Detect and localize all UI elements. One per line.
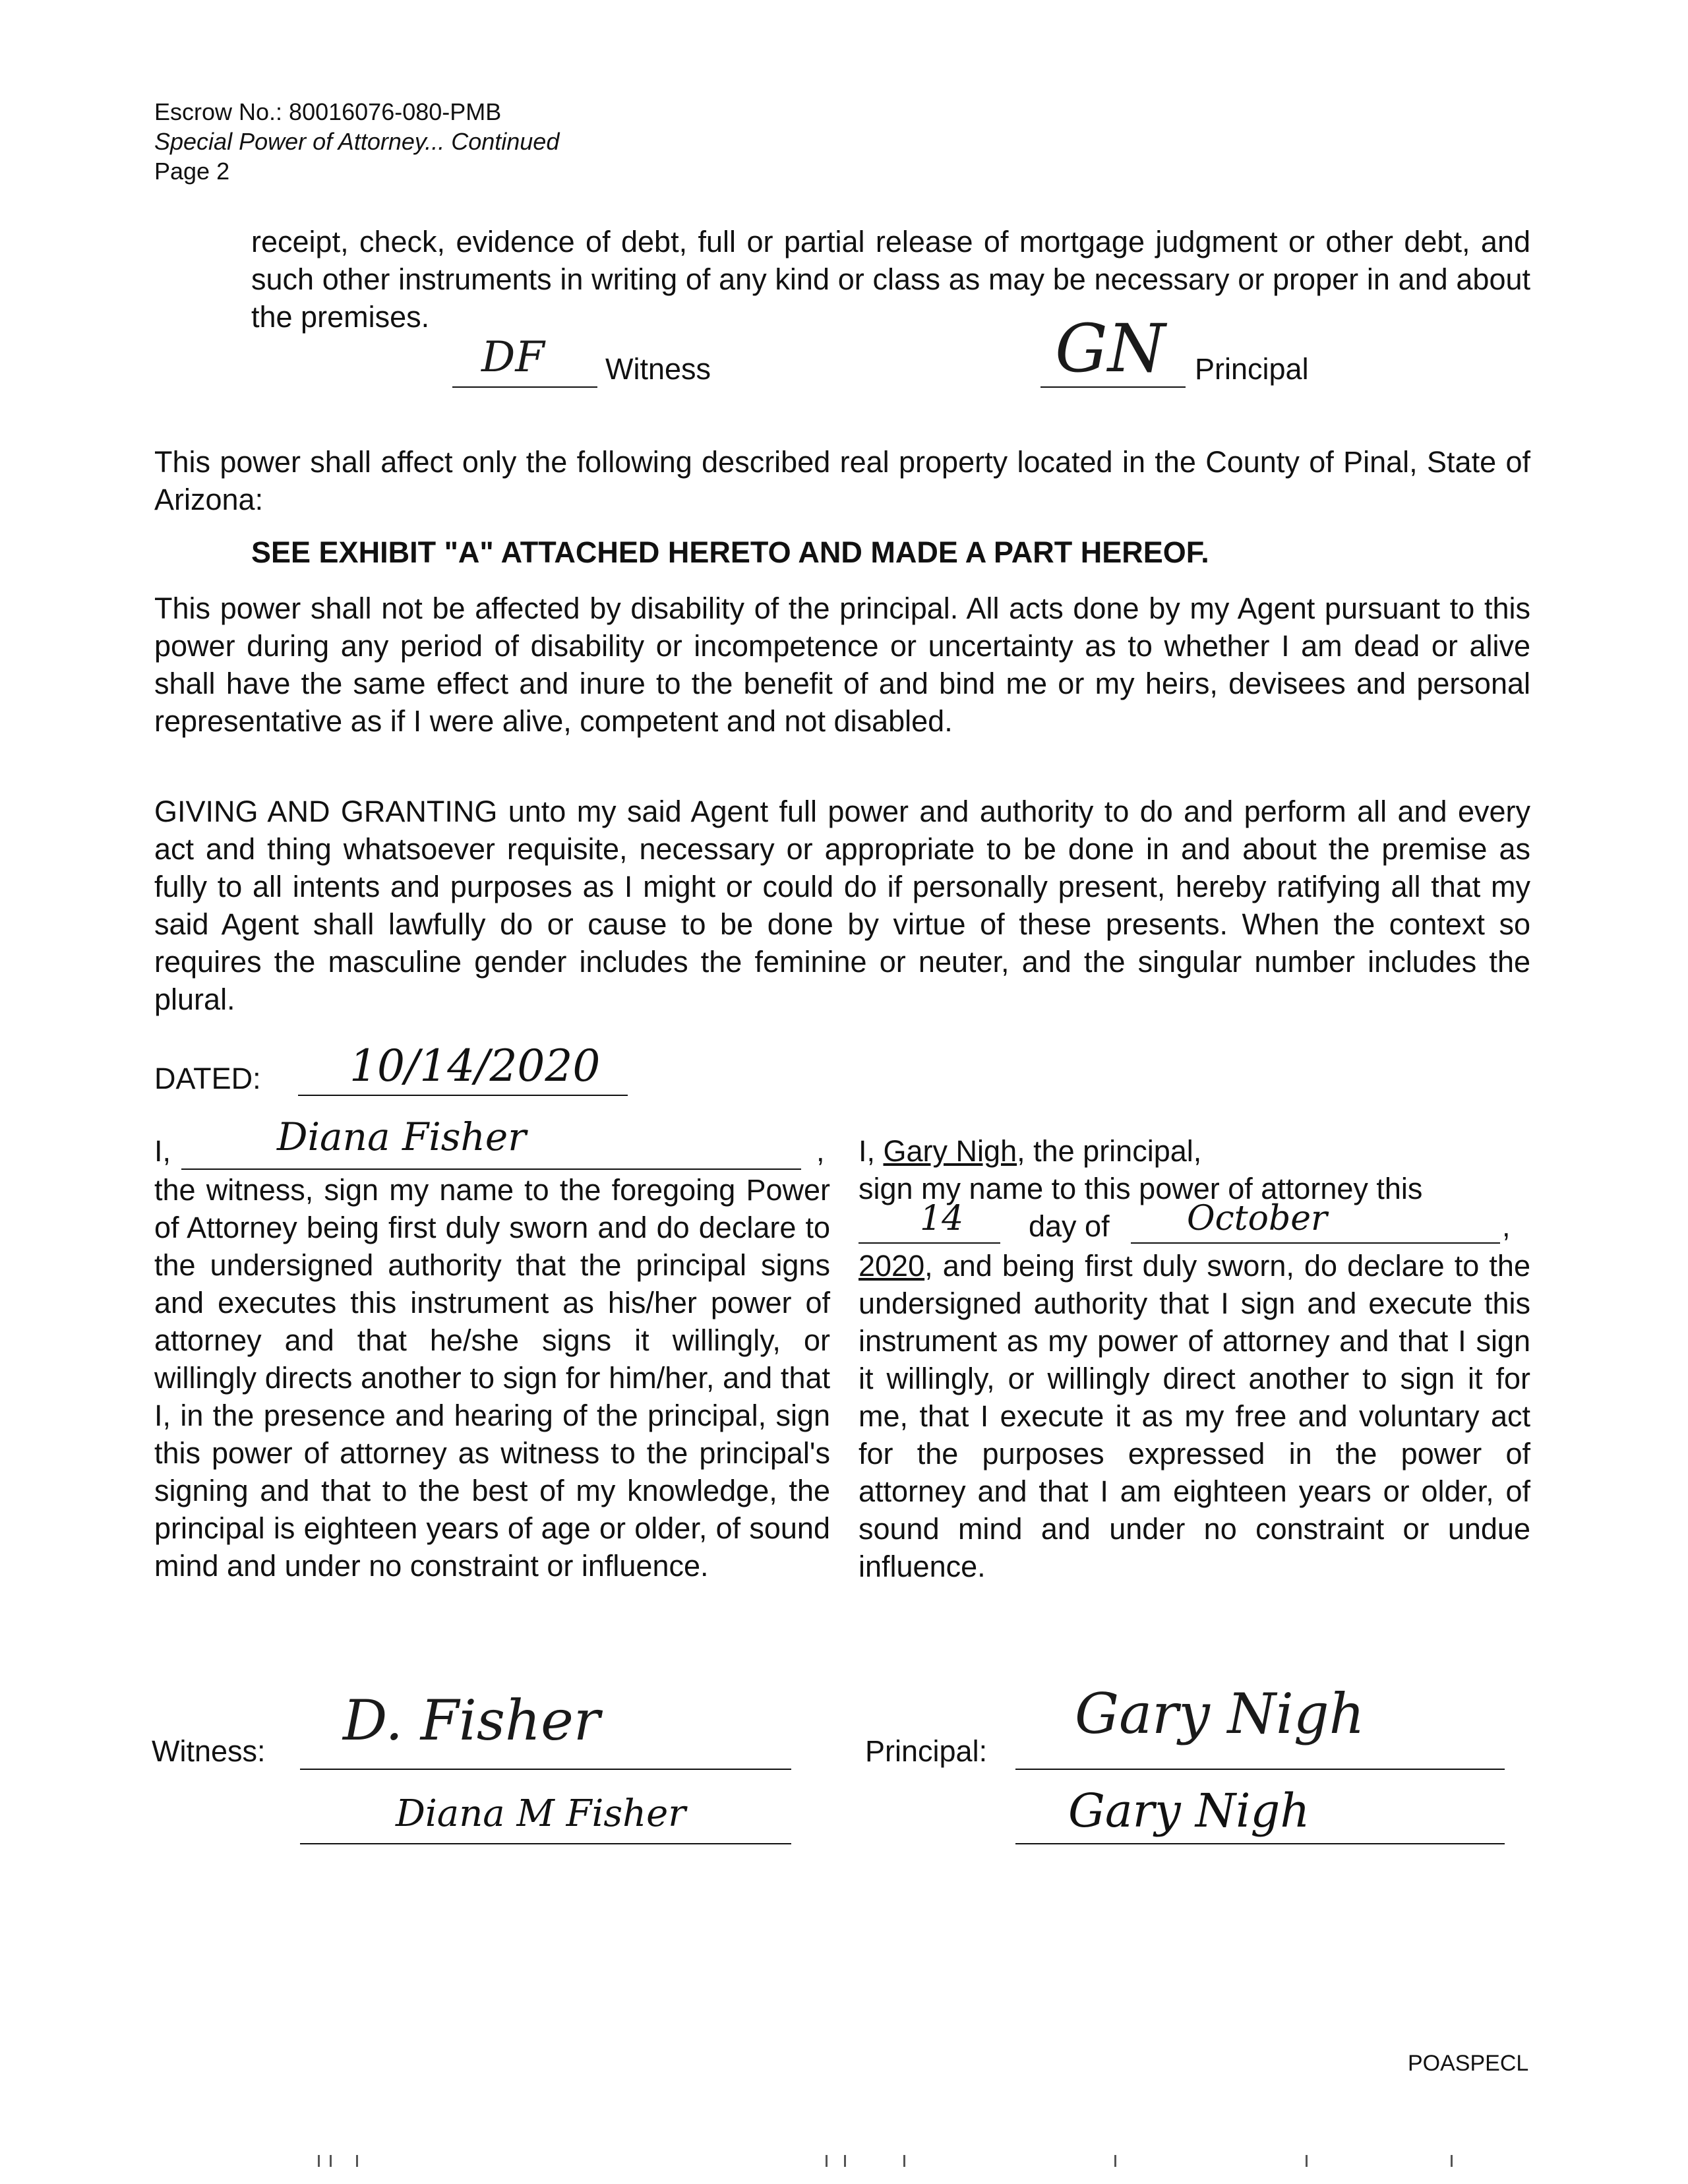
witness-signature: D. Fisher	[343, 1688, 600, 1753]
principal-initials-line	[1040, 386, 1186, 388]
month-value: October	[1187, 1199, 1327, 1238]
dated-value: 10/14/2020	[349, 1041, 601, 1091]
witness-signature-line	[300, 1769, 791, 1770]
scan-mark	[903, 2155, 905, 2167]
principal-signature-label: Principal:	[865, 1734, 988, 1768]
principal-printed-line	[1015, 1843, 1505, 1844]
witness-printed-name: Diana M Fisher	[396, 1792, 686, 1835]
scan-mark	[1451, 2155, 1453, 2167]
day-value: 14	[920, 1199, 964, 1238]
scan-mark	[356, 2155, 358, 2167]
escrow-number: Escrow No.: 80016076-080-PMB	[154, 98, 502, 125]
principal-initials-signature: GN	[1055, 310, 1166, 387]
month-line	[1131, 1242, 1500, 1244]
witness-initials-label: Witness	[605, 352, 711, 386]
scan-mark	[318, 2155, 320, 2167]
witness-printed-line	[300, 1843, 791, 1844]
paragraph-property: This power shall affect only the following described real property located in the County of Pinal, State of Arizona:	[154, 445, 1530, 516]
paragraph-receipt: receipt, check, evidence of debt, full or partial release of mortgage judgment or other debt, and such other instruments in writing of any kind or class as may be necessary or proper in and about the premises.	[251, 225, 1530, 334]
principal-line2: sign my name to this power of attorney this	[859, 1172, 1423, 1205]
witness-declaration-text: the witness, sign my name to the foregoing Power of Attorney being first duly sworn and do declare to the undersigned authority that the principal signs and executes this instrument as his/her power of attorney and that he/she signs it willingly, or willingly directs another to sign for him/her, and that I, in the presence and hearing of the principal, sign this power of attorney as witness to the principal's signing and that to the best of my knowledge, the principal is eighteen years of age or older, of sound mind and under no constraint or influence.	[154, 1173, 830, 1583]
scan-mark	[826, 2155, 828, 2167]
document-title: Special Power of Attorney... Continued	[154, 128, 560, 155]
witness-name-comma: ,	[816, 1134, 825, 1168]
paragraph-granting: GIVING AND GRANTING unto my said Agent full power and authority to do and perform all and every act and thing whatsoever requisite, necessary or appropriate to be done in and about the premise as fully to all intents and purposes as I might or could do if personally present, hereby ratifying all that my said Agent shall lawfully do or cause to be done by virtue of these presents. When the context so requires the masculine gender includes the feminine or neuter, and the singular number includes the plural.	[154, 795, 1530, 1016]
dated-label: DATED:	[154, 1062, 261, 1095]
principal-line1-prefix: I,	[859, 1134, 876, 1168]
witness-declaration	[154, 1171, 830, 1585]
principal-declaration-text: , and being first duly sworn, do declare to the undersigned authority that I sign and execute this instrument as my power of attorney and that I sign it willingly, or willingly direct another to sign it for me, that I execute it as my free and voluntary act for the purposes expressed in the power of attorney and that I am eighteen years or older, of sound mind and under no constraint or undue influence.	[859, 1249, 1530, 1583]
principal-printed-name: Gary Nigh	[1068, 1784, 1310, 1838]
witness-initials-line	[452, 386, 597, 388]
scan-mark	[1306, 2155, 1308, 2167]
scan-mark	[330, 2155, 332, 2167]
witness-name-handwritten: Diana Fisher	[277, 1114, 526, 1159]
principal-signature: Gary Nigh	[1075, 1682, 1365, 1746]
month-comma: ,	[1502, 1209, 1511, 1243]
scan-mark	[1114, 2155, 1116, 2167]
exhibit-heading: SEE EXHIBIT "A" ATTACHED HERETO AND MADE A PART HEREOF.	[251, 535, 1209, 569]
principal-line1-suffix: , the principal,	[1017, 1134, 1202, 1168]
witness-prefix: I,	[154, 1134, 171, 1168]
scan-mark	[844, 2155, 846, 2167]
dated-line	[298, 1095, 628, 1096]
principal-declaration	[859, 1247, 1530, 1585]
form-code: POASPECL	[1408, 2051, 1529, 2076]
day-label: day of	[1029, 1209, 1110, 1243]
witness-name-line	[181, 1168, 801, 1170]
witness-initials-signature: DF	[481, 333, 545, 382]
day-line	[859, 1242, 1000, 1244]
principal-initials-label: Principal	[1195, 352, 1309, 386]
year-value: 2020	[859, 1249, 925, 1283]
witness-signature-label: Witness:	[152, 1734, 266, 1768]
principal-line1	[859, 1134, 1201, 1168]
principal-declaration-paragraph	[859, 1247, 1530, 1585]
principal-name: Gary Nigh	[883, 1134, 1017, 1168]
page-number: Page 2	[154, 158, 230, 185]
principal-signature-line	[1015, 1769, 1505, 1770]
paragraph-disability: This power shall not be affected by disability of the principal. All acts done by my Agent pursuant to this power during any period of disability or incompetence or uncertainty as to whether I am dead or alive shall have the same effect and inure to the benefit of and bind me or my heirs, devisees and personal representative as if I were alive, competent and not disabled.	[154, 592, 1530, 738]
